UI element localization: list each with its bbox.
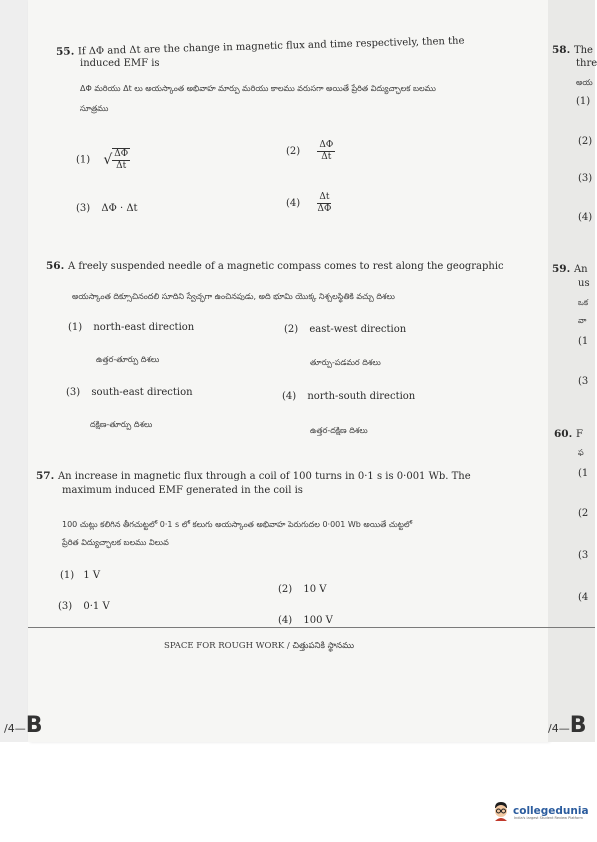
question-text: An increase in magnetic flux through a coil of 100 turns in 0·1 s is 0·001 Wb. The: [57, 471, 471, 482]
option-number: (3): [66, 387, 81, 398]
option-number: (2): [286, 146, 301, 157]
option-4: [282, 391, 415, 402]
question-fragment-2: thre: [576, 58, 597, 69]
option-fragment-3: (3): [578, 173, 593, 184]
option-number: (1): [60, 570, 75, 581]
option-text: east-west direction: [309, 324, 407, 335]
page-label-prefix: /4—: [4, 722, 26, 735]
option-fragment-2: (2: [578, 508, 589, 519]
option-number: (3): [76, 203, 91, 214]
option-2: [286, 140, 335, 163]
page-label-letter: B: [569, 713, 587, 738]
option-fragment-3: (3: [578, 550, 589, 561]
option-text: north-east direction: [93, 322, 195, 333]
adjacent-page: [548, 0, 595, 742]
option-fragment-1: (1: [578, 336, 589, 347]
option-fragment-2: (2): [578, 136, 593, 147]
page-label-prefix: /4—: [548, 722, 570, 735]
option-text: 10 V: [303, 584, 327, 595]
option-number: (4): [286, 198, 301, 209]
option-number: (1): [68, 322, 83, 333]
option-text: south-east direction: [91, 387, 193, 398]
option-2: [278, 584, 326, 595]
option-4: [286, 192, 331, 215]
numerator: ΔΦ: [114, 149, 129, 159]
question-number: 58.: [552, 44, 571, 56]
option-1-telugu: ఉత్తర-తూర్పు దిశలు: [96, 355, 160, 364]
option-3-telugu: దక్షిణ-తూర్పు దిశలు: [90, 420, 153, 429]
question-number: 57.: [36, 470, 55, 482]
question-number: 55.: [55, 45, 75, 58]
main-page: [25, 0, 548, 742]
option-fragment-3: (3: [578, 376, 589, 387]
sqrt-fraction: √ $\frac{\Delta\Phi}{\Delta t}$: [103, 149, 129, 171]
question-text-cont: induced EMF is: [80, 58, 160, 69]
option-number: (4): [278, 615, 293, 626]
question-56-text: [46, 260, 504, 272]
option-text: north-south direction: [307, 391, 416, 402]
question-fragment: The: [573, 45, 593, 56]
collegedunia-logo: [492, 801, 589, 821]
option-2-telugu: తూర్పు-పడమర దిశలు: [310, 358, 381, 367]
option-fragment-4: (4: [578, 592, 589, 603]
telugu-fragment: అయ: [576, 78, 593, 87]
student-mascot-icon: [492, 801, 510, 821]
option-3: [66, 387, 193, 398]
telugu-text-cont: సూత్రము: [80, 104, 109, 113]
question-59-fragment: [552, 263, 588, 275]
numerator: ΔΦ: [319, 140, 334, 150]
rough-work-divider: [28, 627, 548, 628]
question-57-text: [36, 470, 471, 482]
denominator: ΔΦ: [317, 204, 332, 214]
question-fragment-2: us: [578, 278, 590, 289]
option-text: 0·1 V: [83, 601, 110, 612]
fraction: [317, 140, 335, 163]
option-fragment-1: (1): [576, 96, 591, 107]
question-text: If ΔΦ and Δt are the change in magnetic flux and time respectively, then the: [77, 35, 465, 58]
logo-wordmark: collegedunia: [513, 805, 589, 817]
telugu-text: ΔΦ మరియు Δt లు అయస్కాంత అభివాహ మార్పు మరియు కాలము వరుసగా అయితే ప్రేరిత విద్యుచ్ఛాలక బలము: [80, 84, 436, 93]
question-number: 60.: [554, 428, 573, 440]
option-1: [76, 148, 130, 172]
option-fragment-4: (4): [578, 212, 593, 223]
telugu-fragment-2: వా: [578, 316, 587, 325]
fraction: [317, 192, 331, 215]
page-label-letter: B: [25, 713, 43, 738]
option-number: (1): [76, 154, 91, 166]
telugu-text: అయస్కాంత దిక్సూచినందలి సూదిని స్వేచ్ఛగా ఉంచినపుడు, అది భూమి యొక్క నిశ్చలస్థితికి వచ్చు దిశలు: [72, 292, 395, 301]
telugu-fragment: ఒక: [578, 298, 589, 307]
question-text-cont: maximum induced EMF generated in the coil is: [62, 485, 303, 496]
denominator: Δt: [116, 161, 127, 171]
option-4-telugu: ఉత్తర-దక్షిణ దిశలు: [310, 426, 368, 435]
option-4: [278, 615, 333, 626]
option-fragment-1: (1: [578, 468, 589, 479]
question-56: [28, 250, 548, 450]
question-text: A freely suspended needle of a magnetic compass comes to rest along the geographic: [67, 261, 504, 272]
question-number: 59.: [552, 263, 571, 275]
page-label-right: [548, 713, 587, 738]
question-number: 56.: [46, 260, 65, 272]
question-fragment: F: [575, 429, 583, 440]
question-55: [28, 0, 548, 240]
denominator: Δt: [321, 152, 332, 162]
question-55-text: [56, 35, 465, 58]
option-3: [76, 203, 138, 214]
numerator: Δt: [319, 192, 330, 202]
telugu-text: 100 చుట్లు కలిగిన తీగచుట్టలో 0·1 s లో కలుగు అయస్కాంత అభివాహ పెరుగుదల 0·001 Wb అయితే చుట్టలో: [62, 520, 413, 529]
option-2: [284, 324, 406, 335]
option-number: (4): [282, 391, 297, 402]
question-60-fragment: [554, 428, 583, 440]
option-3: [58, 601, 110, 612]
option-number: (2): [278, 584, 293, 595]
page-label-left: [4, 713, 43, 738]
telugu-fragment: ఫ: [578, 448, 584, 457]
option-1: [68, 322, 194, 333]
option-text: ΔΦ · Δt: [101, 203, 138, 214]
option-1: [60, 570, 100, 581]
option-text: 100 V: [303, 615, 333, 626]
question-58-fragment: [552, 44, 593, 56]
question-fragment: An: [573, 264, 588, 275]
option-text: 1 V: [83, 570, 101, 581]
rough-work-divider: [548, 627, 595, 628]
option-number: (2): [284, 324, 299, 335]
option-number: (3): [58, 601, 73, 612]
telugu-text-cont: ప్రేరిత విద్యుచ్ఛాలక బలము విలువ: [62, 538, 169, 547]
logo-tagline: India's largest Student Review Platform: [514, 816, 583, 820]
rough-work-label: SPACE FOR ROUGH WORK / చిత్తుపనికి స్థానము: [164, 641, 355, 651]
question-57: [28, 460, 548, 640]
